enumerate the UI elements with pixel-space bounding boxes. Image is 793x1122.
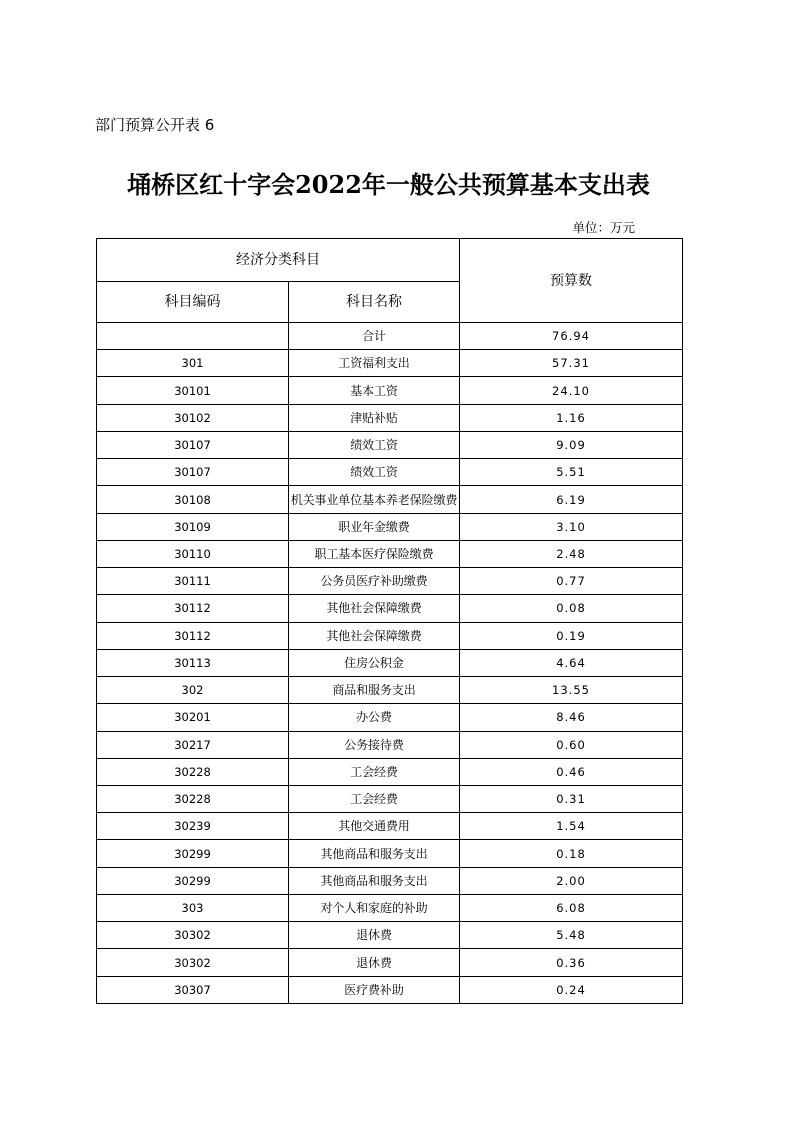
cell-name: 商品和服务支出 [289,677,460,704]
table-row [97,323,683,350]
cell-amount: 0.77 [460,568,683,595]
table-row [97,404,683,431]
table-row [97,785,683,812]
cell-name: 合计 [289,323,460,350]
cell-name: 办公费 [289,704,460,731]
cell-code: 30109 [97,513,289,540]
cell-amount: 6.08 [460,894,683,921]
cell-code: 30302 [97,949,289,976]
cell-name: 职工基本医疗保险缴费 [289,540,460,567]
cell-amount: 0.60 [460,731,683,758]
cell-code: 30102 [97,404,289,431]
cell-code: 30112 [97,622,289,649]
cell-code: 30113 [97,649,289,676]
table-body [97,323,683,1004]
cell-code: 30302 [97,922,289,949]
table-row [97,595,683,622]
table-row [97,568,683,595]
cell-code: 30107 [97,431,289,458]
cell-amount: 2.48 [460,540,683,567]
cell-name: 津贴补贴 [289,404,460,431]
cell-name: 医疗费补助 [289,976,460,1003]
table-row [97,922,683,949]
cell-code: 30299 [97,867,289,894]
header-amount: 预算数 [460,239,683,323]
table-row [97,840,683,867]
table-row [97,649,683,676]
cell-amount: 3.10 [460,513,683,540]
cell-amount: 0.18 [460,840,683,867]
cell-code: 30101 [97,377,289,404]
cell-name: 退休费 [289,949,460,976]
cell-amount: 9.09 [460,431,683,458]
cell-code [97,323,289,350]
cell-code: 30217 [97,731,289,758]
cell-amount: 8.46 [460,704,683,731]
page-title: 埇桥区红十字会2022年一般公共预算基本支出表 [127,170,650,199]
table-row [97,949,683,976]
cell-name: 公务接待费 [289,731,460,758]
cell-amount: 0.31 [460,785,683,812]
cell-name: 其他商品和服务支出 [289,840,460,867]
cell-code: 30107 [97,459,289,486]
cell-amount: 0.36 [460,949,683,976]
cell-name: 基本工资 [289,377,460,404]
cell-amount: 13.55 [460,677,683,704]
cell-name: 绩效工资 [289,431,460,458]
cell-amount: 2.00 [460,867,683,894]
cell-name: 对个人和家庭的补助 [289,894,460,921]
cell-code: 30108 [97,486,289,513]
table-row [97,976,683,1003]
cell-name: 工会经费 [289,785,460,812]
cell-name: 其他交通费用 [289,813,460,840]
cell-name: 退休费 [289,922,460,949]
cell-amount: 1.16 [460,404,683,431]
cell-code: 301 [97,350,289,377]
table-row [97,704,683,731]
cell-amount: 0.08 [460,595,683,622]
table-row [97,513,683,540]
cell-code: 30112 [97,595,289,622]
unit-label: 单位：万元 [572,220,635,235]
cell-amount: 0.24 [460,976,683,1003]
cell-name: 公务员医疗补助缴费 [289,568,460,595]
cell-code: 30228 [97,785,289,812]
table-row [97,622,683,649]
table-row [97,350,683,377]
cell-code: 30299 [97,840,289,867]
table-row [97,731,683,758]
table-row [97,486,683,513]
table-row [97,431,683,458]
budget-table [96,238,683,1004]
table-row [97,894,683,921]
cell-amount: 76.94 [460,323,683,350]
cell-code: 302 [97,677,289,704]
table-row [97,459,683,486]
table-row [97,540,683,567]
table-row [97,377,683,404]
cell-code: 30307 [97,976,289,1003]
cell-code: 30110 [97,540,289,567]
cell-amount: 57.31 [460,350,683,377]
cell-code: 30228 [97,758,289,785]
doc-label: 部门预算公开表 6 [95,116,215,134]
cell-name: 机关事业单位基本养老保险缴费 [289,486,460,513]
cell-amount: 0.19 [460,622,683,649]
table-row [97,758,683,785]
cell-name: 其他社会保障缴费 [289,622,460,649]
cell-name: 工会经费 [289,758,460,785]
cell-code: 30201 [97,704,289,731]
cell-name: 绩效工资 [289,459,460,486]
cell-amount: 1.54 [460,813,683,840]
header-economic-category: 经济分类科目 [97,239,460,282]
cell-name: 其他社会保障缴费 [289,595,460,622]
header-row [97,239,683,282]
cell-name: 其他商品和服务支出 [289,867,460,894]
cell-name: 职业年金缴费 [289,513,460,540]
header-name: 科目名称 [289,282,460,323]
cell-amount: 5.48 [460,922,683,949]
cell-amount: 0.46 [460,758,683,785]
cell-amount: 5.51 [460,459,683,486]
cell-amount: 24.10 [460,377,683,404]
table-row [97,813,683,840]
cell-name: 工资福利支出 [289,350,460,377]
table-row [97,677,683,704]
cell-code: 30239 [97,813,289,840]
cell-code: 303 [97,894,289,921]
cell-amount: 6.19 [460,486,683,513]
cell-amount: 4.64 [460,649,683,676]
header-code: 科目编码 [97,282,289,323]
table-row [97,867,683,894]
cell-code: 30111 [97,568,289,595]
cell-name: 住房公积金 [289,649,460,676]
